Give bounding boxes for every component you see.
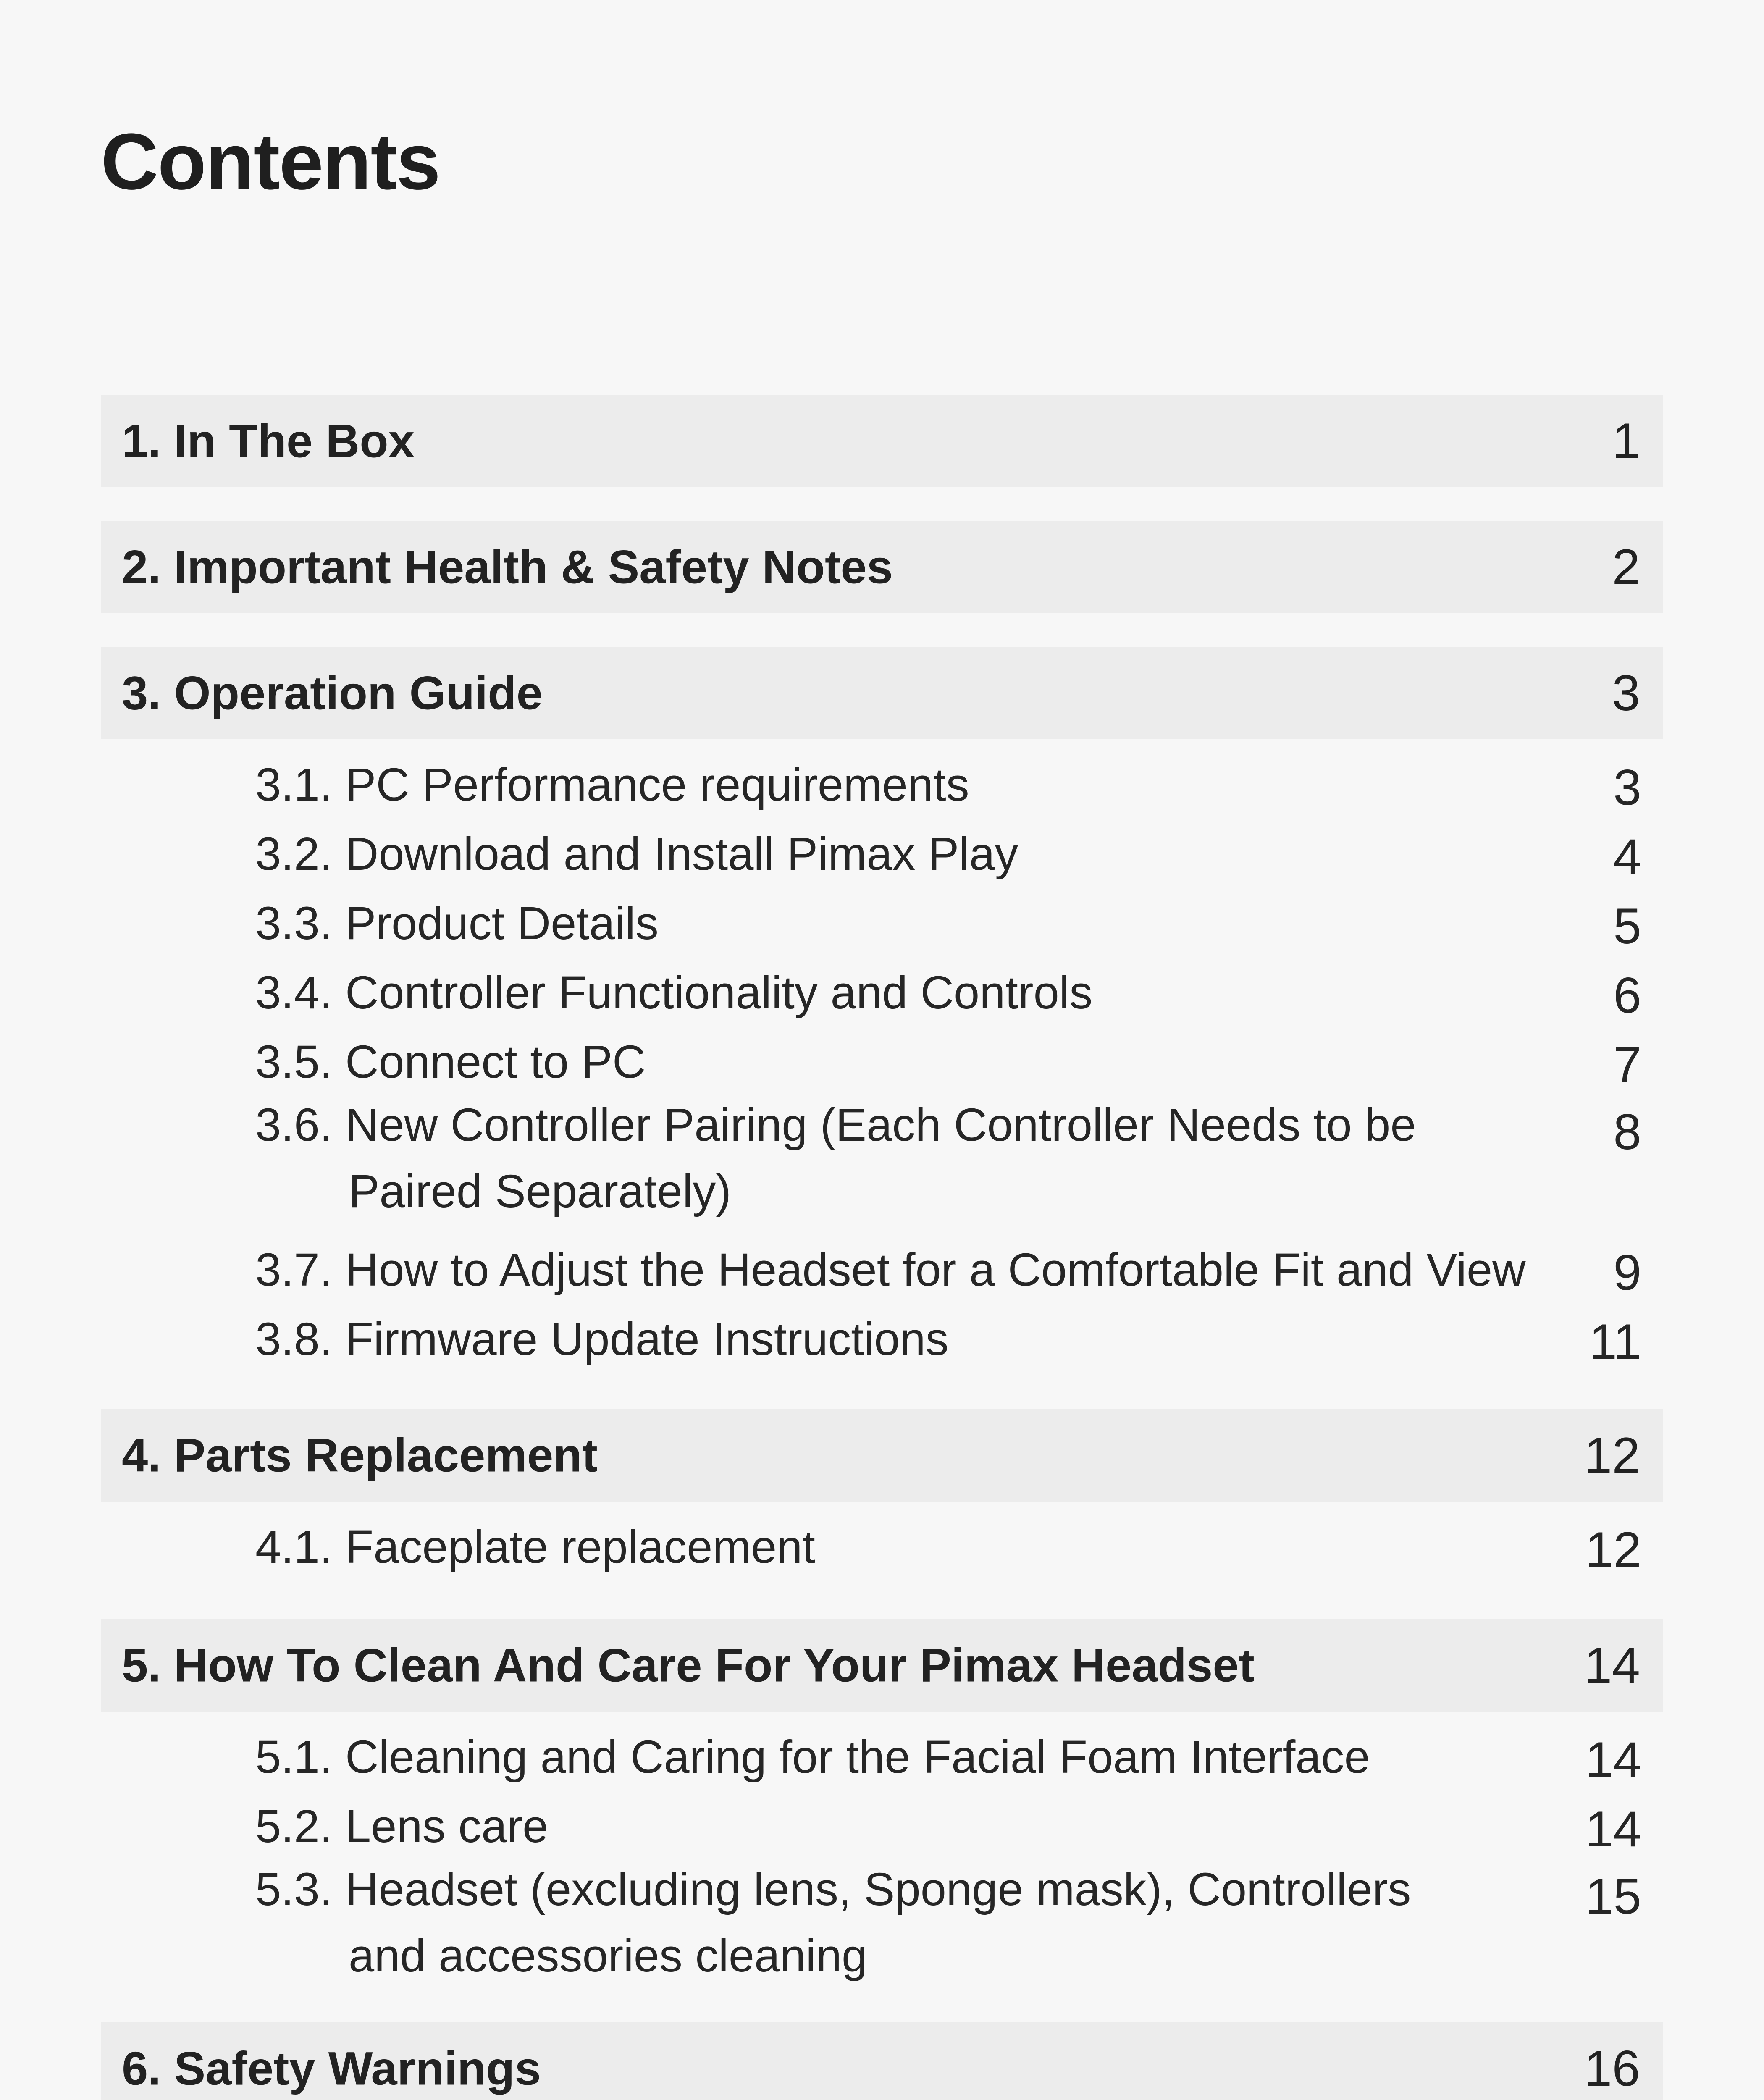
toc-subsection-3-3[interactable] bbox=[255, 890, 1641, 957]
toc-subsection-label: 4.1. Faceplate replacement bbox=[255, 1521, 815, 1573]
page-title: Contents bbox=[101, 117, 440, 206]
toc-subsection-label-line2: and accessories cleaning bbox=[349, 1930, 868, 1982]
toc-subsection-3-4[interactable] bbox=[255, 960, 1641, 1026]
toc-section-in-the-box[interactable] bbox=[101, 395, 1663, 487]
toc-subsection-page: 12 bbox=[1585, 1522, 1641, 1578]
toc-subsection-3-8[interactable] bbox=[255, 1306, 1641, 1373]
toc-subsection-5-1[interactable] bbox=[255, 1724, 1641, 1790]
toc-subsection-3-5[interactable] bbox=[255, 1029, 1641, 1095]
toc-section-parts-replacement[interactable] bbox=[101, 1409, 1663, 1502]
toc-subsection-label bbox=[255, 1856, 1578, 1989]
toc-section-label: 1. In The Box bbox=[122, 415, 415, 467]
toc-section-page: 16 bbox=[1584, 2040, 1640, 2097]
toc-section-page: 2 bbox=[1612, 539, 1640, 595]
toc-subsection-5-2[interactable] bbox=[255, 1793, 1641, 1860]
toc-subsection-5-3[interactable] bbox=[255, 1856, 1641, 1989]
toc-subsection-3-1[interactable] bbox=[255, 752, 1641, 818]
toc-section-page: 1 bbox=[1612, 413, 1640, 469]
toc-subsection-label: 3.8. Firmware Update Instructions bbox=[255, 1313, 949, 1365]
toc-section-label: 3. Operation Guide bbox=[122, 667, 543, 719]
toc-section-safety-warnings[interactable] bbox=[101, 2022, 1663, 2100]
toc-subsection-label: 5.2. Lens care bbox=[255, 1801, 549, 1852]
toc-subsection-3-2[interactable] bbox=[255, 821, 1641, 887]
toc-subsection-label: 3.5. Connect to PC bbox=[255, 1036, 646, 1088]
toc-section-clean-and-care[interactable] bbox=[101, 1619, 1663, 1712]
toc-section-page: 12 bbox=[1584, 1427, 1640, 1483]
toc-subsection-page: 14 bbox=[1585, 1801, 1641, 1857]
toc-subsection-3-7[interactable] bbox=[255, 1237, 1641, 1303]
toc-subsection-label: 3.4. Controller Functionality and Controls bbox=[255, 967, 1093, 1018]
toc-subsection-page: 8 bbox=[1613, 1104, 1641, 1160]
toc-section-label: 5. How To Clean And Care For Your Pimax Headset bbox=[122, 1639, 1255, 1692]
toc-subsection-label-line1: 5.3. Headset (excluding lens, Sponge mask), Controllers bbox=[255, 1864, 1411, 1915]
toc-section-page: 3 bbox=[1612, 665, 1640, 721]
toc-subsection-page: 3 bbox=[1613, 759, 1641, 816]
toc-section-label: 2. Important Health & Safety Notes bbox=[122, 541, 893, 593]
toc-section-operation-guide[interactable] bbox=[101, 647, 1663, 739]
toc-subsection-page: 7 bbox=[1613, 1037, 1641, 1093]
toc-subsection-page: 11 bbox=[1589, 1314, 1641, 1370]
toc-subsection-page: 4 bbox=[1613, 829, 1641, 885]
toc-subsection-page: 6 bbox=[1613, 967, 1641, 1024]
toc-subsection-label: 3.7. How to Adjust the Headset for a Comfortable Fit and View bbox=[255, 1244, 1526, 1296]
toc-subsection-label: 3.2. Download and Install Pimax Play bbox=[255, 828, 1018, 880]
toc-subsection-4-1[interactable] bbox=[255, 1514, 1641, 1580]
toc-subsection-page: 14 bbox=[1585, 1732, 1641, 1788]
toc-subsection-page: 15 bbox=[1585, 1868, 1641, 1924]
toc-subsection-page: 5 bbox=[1613, 898, 1641, 954]
toc-subsection-3-6[interactable] bbox=[255, 1092, 1641, 1225]
toc-subsection-label: 5.1. Cleaning and Caring for the Facial Foam Interface bbox=[255, 1731, 1370, 1783]
toc-subsection-label-line2: Paired Separately) bbox=[349, 1166, 732, 1217]
toc-section-page: 14 bbox=[1584, 1637, 1640, 1693]
toc-subsection-label: 3.3. Product Details bbox=[255, 898, 659, 949]
toc-subsection-label-line1: 3.6. New Controller Pairing (Each Controller Needs to be bbox=[255, 1099, 1416, 1151]
toc-section-health-safety[interactable] bbox=[101, 521, 1663, 613]
toc-subsection-label: 3.1. PC Performance requirements bbox=[255, 759, 969, 811]
toc-section-label: 6. Safety Warnings bbox=[122, 2042, 541, 2095]
toc-section-label: 4. Parts Replacement bbox=[122, 1429, 598, 1482]
toc-subsection-page: 9 bbox=[1613, 1244, 1641, 1301]
toc-subsection-label bbox=[255, 1092, 1578, 1225]
